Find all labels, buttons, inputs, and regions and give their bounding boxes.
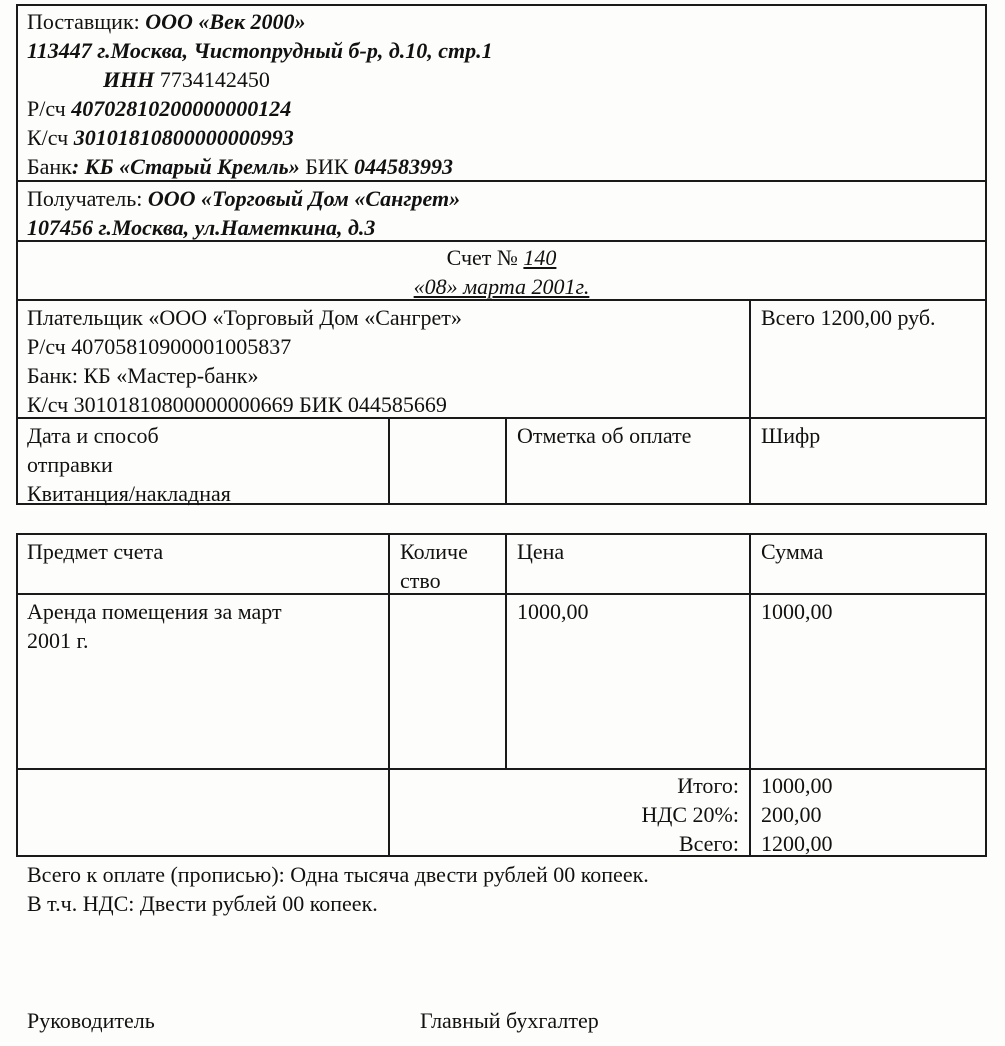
divider bbox=[505, 533, 507, 768]
header-quantity-part: Количе bbox=[400, 539, 468, 564]
supplier-bank-line bbox=[27, 152, 977, 181]
divider bbox=[749, 299, 751, 505]
amount-in-words: Всего к оплате (прописью): Одна тысяча двести рублей 00 копеек. bbox=[27, 862, 649, 887]
nds-label: НДС 20%: bbox=[641, 802, 739, 827]
director-signature-label: Руководитель bbox=[27, 1008, 155, 1033]
ks-value: 30101810800000000993 bbox=[73, 125, 294, 150]
shipping-info bbox=[27, 421, 387, 508]
invoice-number-line bbox=[16, 243, 987, 272]
bik-value: 044583993 bbox=[353, 154, 453, 179]
invoice-title-block bbox=[16, 243, 987, 301]
divider bbox=[388, 533, 390, 857]
item-subject: Аренда помещения за март bbox=[27, 599, 282, 624]
payer-total: Всего 1200,00 руб. bbox=[761, 305, 936, 330]
header-price: Цена bbox=[517, 539, 565, 564]
supplier-address: 113447 г.Москва, Чистопрудный б-р, д.10, стр.1 bbox=[27, 38, 493, 63]
rs-label: Р/сч bbox=[27, 96, 66, 121]
header-quantity-part: ство bbox=[400, 568, 441, 593]
totals-values bbox=[761, 771, 981, 858]
payment-mark-label: Отметка об оплате bbox=[517, 423, 692, 448]
item-sum: 1000,00 bbox=[761, 599, 833, 624]
item-subject: 2001 г. bbox=[27, 628, 89, 653]
inn-label: ИНН bbox=[103, 67, 155, 92]
vat-in-words: В т.ч. НДС: Двести рублей 00 копеек. bbox=[27, 891, 378, 916]
payer-corr-account: К/сч 30101810800000000669 БИК 044585669 bbox=[27, 392, 447, 417]
accountant-signature-label: Главный бухгалтер bbox=[420, 1008, 599, 1033]
recipient-name: ООО «Торговый Дом «Сангрет» bbox=[147, 186, 461, 211]
itogo-label: Итого: bbox=[677, 773, 739, 798]
header-sum: Сумма bbox=[761, 539, 824, 564]
recipient-line bbox=[27, 184, 977, 213]
payer-bank: Банк: КБ «Мастер-банк» bbox=[27, 363, 259, 388]
supplier-line bbox=[27, 7, 977, 36]
supplier-label: Поставщик: bbox=[27, 9, 140, 34]
recipient-address: 107456 г.Москва, ул.Наметкина, д.3 bbox=[27, 215, 376, 240]
vsego-label: Всего: bbox=[678, 831, 739, 856]
payer-account: Р/сч 40705810900001005837 bbox=[27, 334, 292, 359]
code-label: Шифр bbox=[761, 423, 821, 448]
supplier-inn-line bbox=[27, 65, 977, 94]
invoice-number: 140 bbox=[523, 245, 557, 270]
itogo-value: 1000,00 bbox=[761, 773, 833, 798]
nds-value: 200,00 bbox=[761, 802, 822, 827]
payer-name: Плательщик «ООО «Торговый Дом «Сангрет» bbox=[27, 305, 462, 330]
supplier-rs-line bbox=[27, 94, 977, 123]
inn-value: 7734142450 bbox=[159, 67, 270, 92]
rs-value: 40702810200000000124 bbox=[71, 96, 292, 121]
header-quantity bbox=[400, 537, 504, 595]
bank-value: : КБ «Старый Кремль» bbox=[71, 154, 300, 179]
totals-labels bbox=[505, 771, 739, 858]
shipping-line: Квитанция/накладная bbox=[27, 481, 231, 506]
ks-label: К/сч bbox=[27, 125, 69, 150]
payer-block bbox=[27, 303, 747, 419]
supplier-name: ООО «Век 2000» bbox=[145, 9, 306, 34]
divider bbox=[749, 533, 751, 857]
shipping-line: Дата и способ bbox=[27, 423, 159, 448]
invoice-date: «08» марта 2001г. bbox=[413, 274, 590, 299]
divider bbox=[388, 417, 390, 505]
vsego-value: 1200,00 bbox=[761, 831, 833, 856]
recipient-block bbox=[27, 184, 977, 242]
bik-label: БИК bbox=[305, 154, 349, 179]
item-price: 1000,00 bbox=[517, 599, 589, 624]
recipient-label: Получатель: bbox=[27, 186, 143, 211]
header-subject: Предмет счета bbox=[27, 539, 164, 564]
divider bbox=[505, 417, 507, 505]
invoice-label: Счет № bbox=[446, 245, 518, 270]
supplier-ks-line bbox=[27, 123, 977, 152]
table-row bbox=[27, 597, 382, 655]
bank-label: Банк bbox=[27, 154, 72, 179]
divider bbox=[16, 768, 987, 770]
supplier-block bbox=[27, 7, 977, 181]
shipping-line: отправки bbox=[27, 452, 113, 477]
